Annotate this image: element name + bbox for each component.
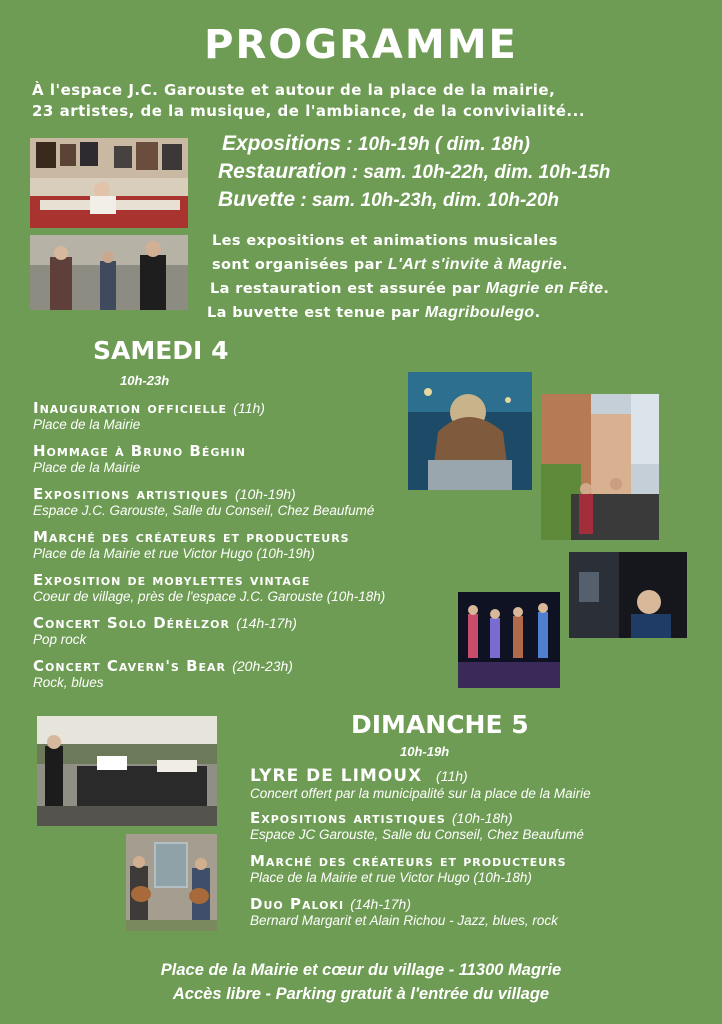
event-item [33,614,385,657]
event-time: (14h-17h) [236,615,297,631]
organizer-line-2: sont organisées par L'Art s'invite à Magrie. [212,256,568,273]
event-title: Marché des créateurs et producteurs [250,852,567,870]
event-location: Place de la Mairie et rue Victor Hugo (10h-19h) [33,546,315,561]
event-location: Concert offert par la municipalité sur la place de la Mairie [250,786,591,801]
event-title: Expositions artistiques [250,809,446,827]
singer-photo [569,552,687,638]
hours-expositions: Expositions : 10h-19h ( dim. 18h) [222,132,531,155]
artwork-photo [408,372,532,490]
intro-line-1: À l'espace J.C. Garouste et autour de la place de la mairie, [32,81,556,99]
event-title: Expositions artistiques [33,485,229,503]
event-genre: Pop rock [33,632,87,647]
footer-location: Place de la Mairie et cœur du village - 11300 Magrie [160,961,562,979]
event-title: Exposition de mobylettes vintage [33,571,311,589]
event-item [250,852,591,895]
event-item [33,571,385,614]
opening-hours [218,130,611,214]
event-description: Bernard Margarit et Alain Richou - Jazz, blues, rock [250,913,558,928]
event-time: (14h-17h) [350,896,411,912]
event-title: Duo Paloki [250,895,345,913]
event-title: Concert Cavern's Bear [33,657,226,675]
event-location: Place de la Mairie et rue Victor Hugo (10h-18h) [250,870,532,885]
sunday-heading: DIMANCHE 5 [351,710,529,739]
organizers [207,229,610,325]
event-location: Place de la Mairie [33,460,141,475]
hours-restauration: Restauration : sam. 10h-22h, dim. 10h-15h [218,160,611,183]
footer [0,958,722,1006]
intro-line-2: 23 artistes, de la musique, de l'ambiance, de la convivialité... [32,102,586,120]
saturday-hours: 10h-23h [120,373,170,388]
event-genre: Rock, blues [33,675,104,690]
event-item [33,485,385,528]
event-location: Coeur de village, près de l'espace J.C. Garouste (10h-18h) [33,589,386,604]
event-title: LYRE DE LIMOUX [250,766,423,786]
event-time: (10h-18h) [452,810,513,826]
event-title: Inauguration officielle [33,399,228,417]
event-title: Concert Solo Dérèlzor [33,614,230,632]
organizer-line-4: La buvette est tenue par Magriboulego. [207,304,541,321]
event-location: Espace JC Garouste, Salle du Conseil, Chez Beaufumé [250,827,584,842]
village-street-photo [541,394,659,540]
event-location: Espace J.C. Garouste, Salle du Conseil, Chez Beaufumé [33,503,375,518]
event-location: Place de la Mairie [33,417,141,432]
event-time: (11h) [436,768,468,784]
page-title: PROGRAMME [204,22,518,68]
orchestra-photo [37,716,217,826]
event-item [33,442,385,485]
band-concert-photo [458,592,560,688]
event-item [33,657,385,700]
event-item [33,528,385,571]
hours-buvette: Buvette : sam. 10h-23h, dim. 10h-20h [218,188,560,211]
organizer-line-1: Les expositions et animations musicales [212,233,558,249]
event-time: (11h) [233,400,265,416]
footer-access: Accès libre - Parking gratuit à l'entrée du village [172,985,550,1003]
event-item [250,766,591,809]
exhibition-photo [30,138,188,228]
event-item [33,399,385,442]
visitors-photo [30,235,188,310]
event-title: Hommage à Bruno Béghin [33,442,246,460]
event-item [250,809,591,852]
event-time: (20h-23h) [232,658,293,674]
saturday-heading: SAMEDI 4 [93,336,229,365]
organizer-line-3: La restauration est assurée par Magrie en Fête. [210,280,610,297]
sunday-hours: 10h-19h [400,744,450,759]
duo-paloki-photo [126,834,217,931]
event-time: (10h-19h) [235,486,296,502]
intro-text [32,80,585,122]
event-item [250,895,591,938]
event-title: Marché des créateurs et producteurs [33,528,350,546]
sunday-events [250,766,591,938]
saturday-events [33,399,385,700]
